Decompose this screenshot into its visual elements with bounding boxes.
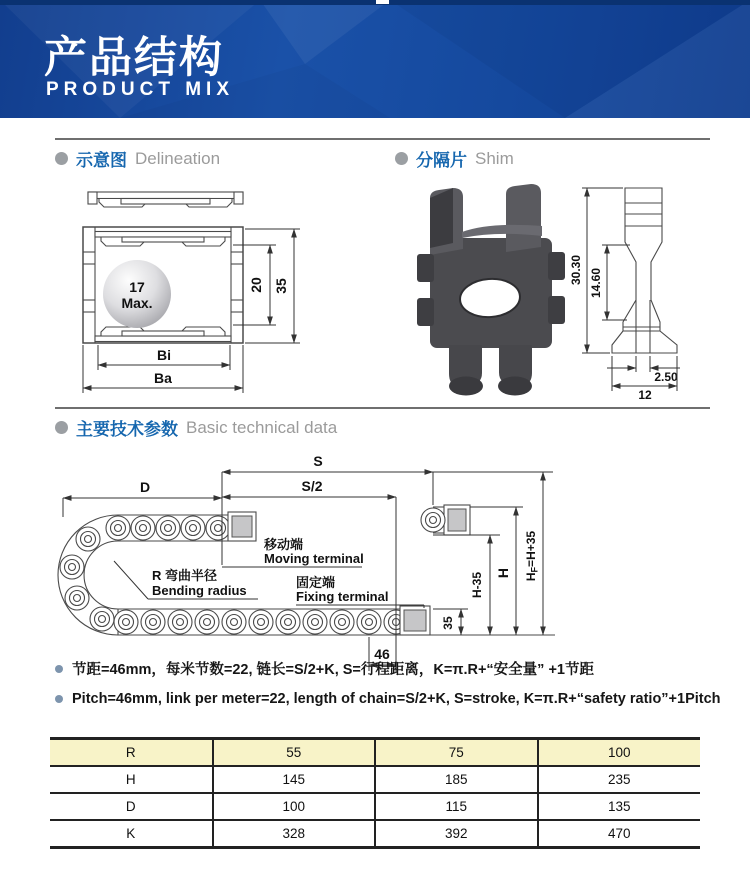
dim-d: D (139, 479, 151, 495)
note-text: 节距=46mm，每米节数=22, 链长=S/2+K, S=行程距离，K=π.R+“安全量” +1节距 (72, 662, 594, 678)
header-cell: 100 (538, 739, 701, 767)
diagram-labels (114, 537, 424, 608)
ball-unit: Max. (121, 295, 153, 311)
dim-inner-width: Bi (157, 347, 171, 363)
table-row (50, 793, 700, 820)
row-label: D (50, 793, 213, 820)
note-bullet-icon (55, 665, 63, 673)
fixing-terminal-label-en: Fixing terminal (296, 589, 389, 604)
section-title-zh: 示意图 (76, 151, 127, 170)
cell: 328 (213, 820, 376, 848)
section-title-en: Delineation (135, 148, 221, 168)
note-text: Pitch=46mm, link per meter=22, length of chain=S/2+K, S=stroke, K=π.R+“safety ratio”+1Pitch (72, 691, 721, 707)
section-title-zh: 主要技术参数 (76, 420, 178, 439)
max-cable-ball (103, 260, 171, 328)
shim-drawing (400, 180, 700, 405)
dim-total-height: 30.30 (569, 254, 583, 286)
moving-terminal-block (228, 512, 256, 541)
section-title-en: Shim (475, 148, 514, 168)
shim-profile (612, 188, 677, 353)
table-row (50, 820, 700, 848)
dim-link-height: 35 (441, 616, 455, 630)
moved-terminal-block (421, 505, 470, 535)
section-technical-header (55, 415, 337, 440)
page-subtitle: PRODUCT MIX (46, 79, 234, 100)
shim-3d-image (417, 184, 565, 396)
cell: 235 (538, 766, 701, 793)
bending-radius-label-en: Bending radius (152, 583, 247, 598)
section-shim-header (395, 146, 514, 171)
cell: 185 (375, 766, 538, 793)
top-strip-notch (376, 0, 389, 4)
section-divider (55, 138, 710, 140)
cell: 392 (375, 820, 538, 848)
page-title: 产品结构 (44, 34, 224, 82)
dim-s: S (313, 453, 323, 469)
cell: 135 (538, 793, 701, 820)
section-divider (55, 407, 710, 409)
note-bullet-icon (55, 695, 63, 703)
header-band (0, 0, 750, 118)
section-title-zh: 分隔片 (416, 151, 467, 170)
table-row (50, 766, 700, 793)
bullet-icon (55, 152, 68, 165)
lid-profile (88, 192, 243, 207)
header-cell: 55 (213, 739, 376, 767)
spec-note-en (55, 691, 721, 707)
dim-h-minus-35: H-35 (470, 571, 484, 599)
fixing-terminal-label-zh: 固定端 (296, 575, 336, 590)
bending-radius-diagram (55, 452, 630, 680)
section-title-en: Basic technical data (186, 417, 338, 437)
moving-terminal-label-zh: 移动端 (264, 537, 304, 552)
dim-mid-height: 14.60 (589, 267, 603, 299)
row-label: H (50, 766, 213, 793)
bending-radius-label-zh: R 弯曲半径 (152, 568, 218, 583)
bullet-icon (395, 152, 408, 165)
table-header-row (50, 739, 700, 767)
ball-value: 17 (129, 279, 145, 295)
row-label: K (50, 820, 213, 848)
dim-outer-width: Ba (154, 370, 172, 386)
dim-hf: $H_F=H+35$ (524, 530, 540, 582)
cell: 470 (538, 820, 701, 848)
spec-note-zh (55, 658, 594, 679)
dim-h: H (495, 567, 511, 579)
cell: 100 (213, 793, 376, 820)
dim-thickness: 2.50 (654, 370, 678, 384)
delineation-drawing (55, 182, 330, 400)
top-strip-decoration (0, 0, 750, 5)
header-cell: R (50, 739, 213, 767)
dim-inner-height: 20 (248, 277, 264, 293)
dim-base-width: 12 (638, 388, 652, 402)
cell: 145 (213, 766, 376, 793)
cell: 115 (375, 793, 538, 820)
bullet-icon (55, 421, 68, 434)
spec-table (50, 737, 700, 849)
dim-s-half: S/2 (301, 478, 323, 494)
fixing-terminal-block (400, 606, 430, 635)
section-delineation-header (55, 146, 220, 171)
dim-outer-height: 35 (273, 278, 289, 294)
moving-terminal-label-en: Moving terminal (264, 551, 364, 566)
dim-pitch: 46 (374, 646, 390, 662)
header-cell: 75 (375, 739, 538, 767)
